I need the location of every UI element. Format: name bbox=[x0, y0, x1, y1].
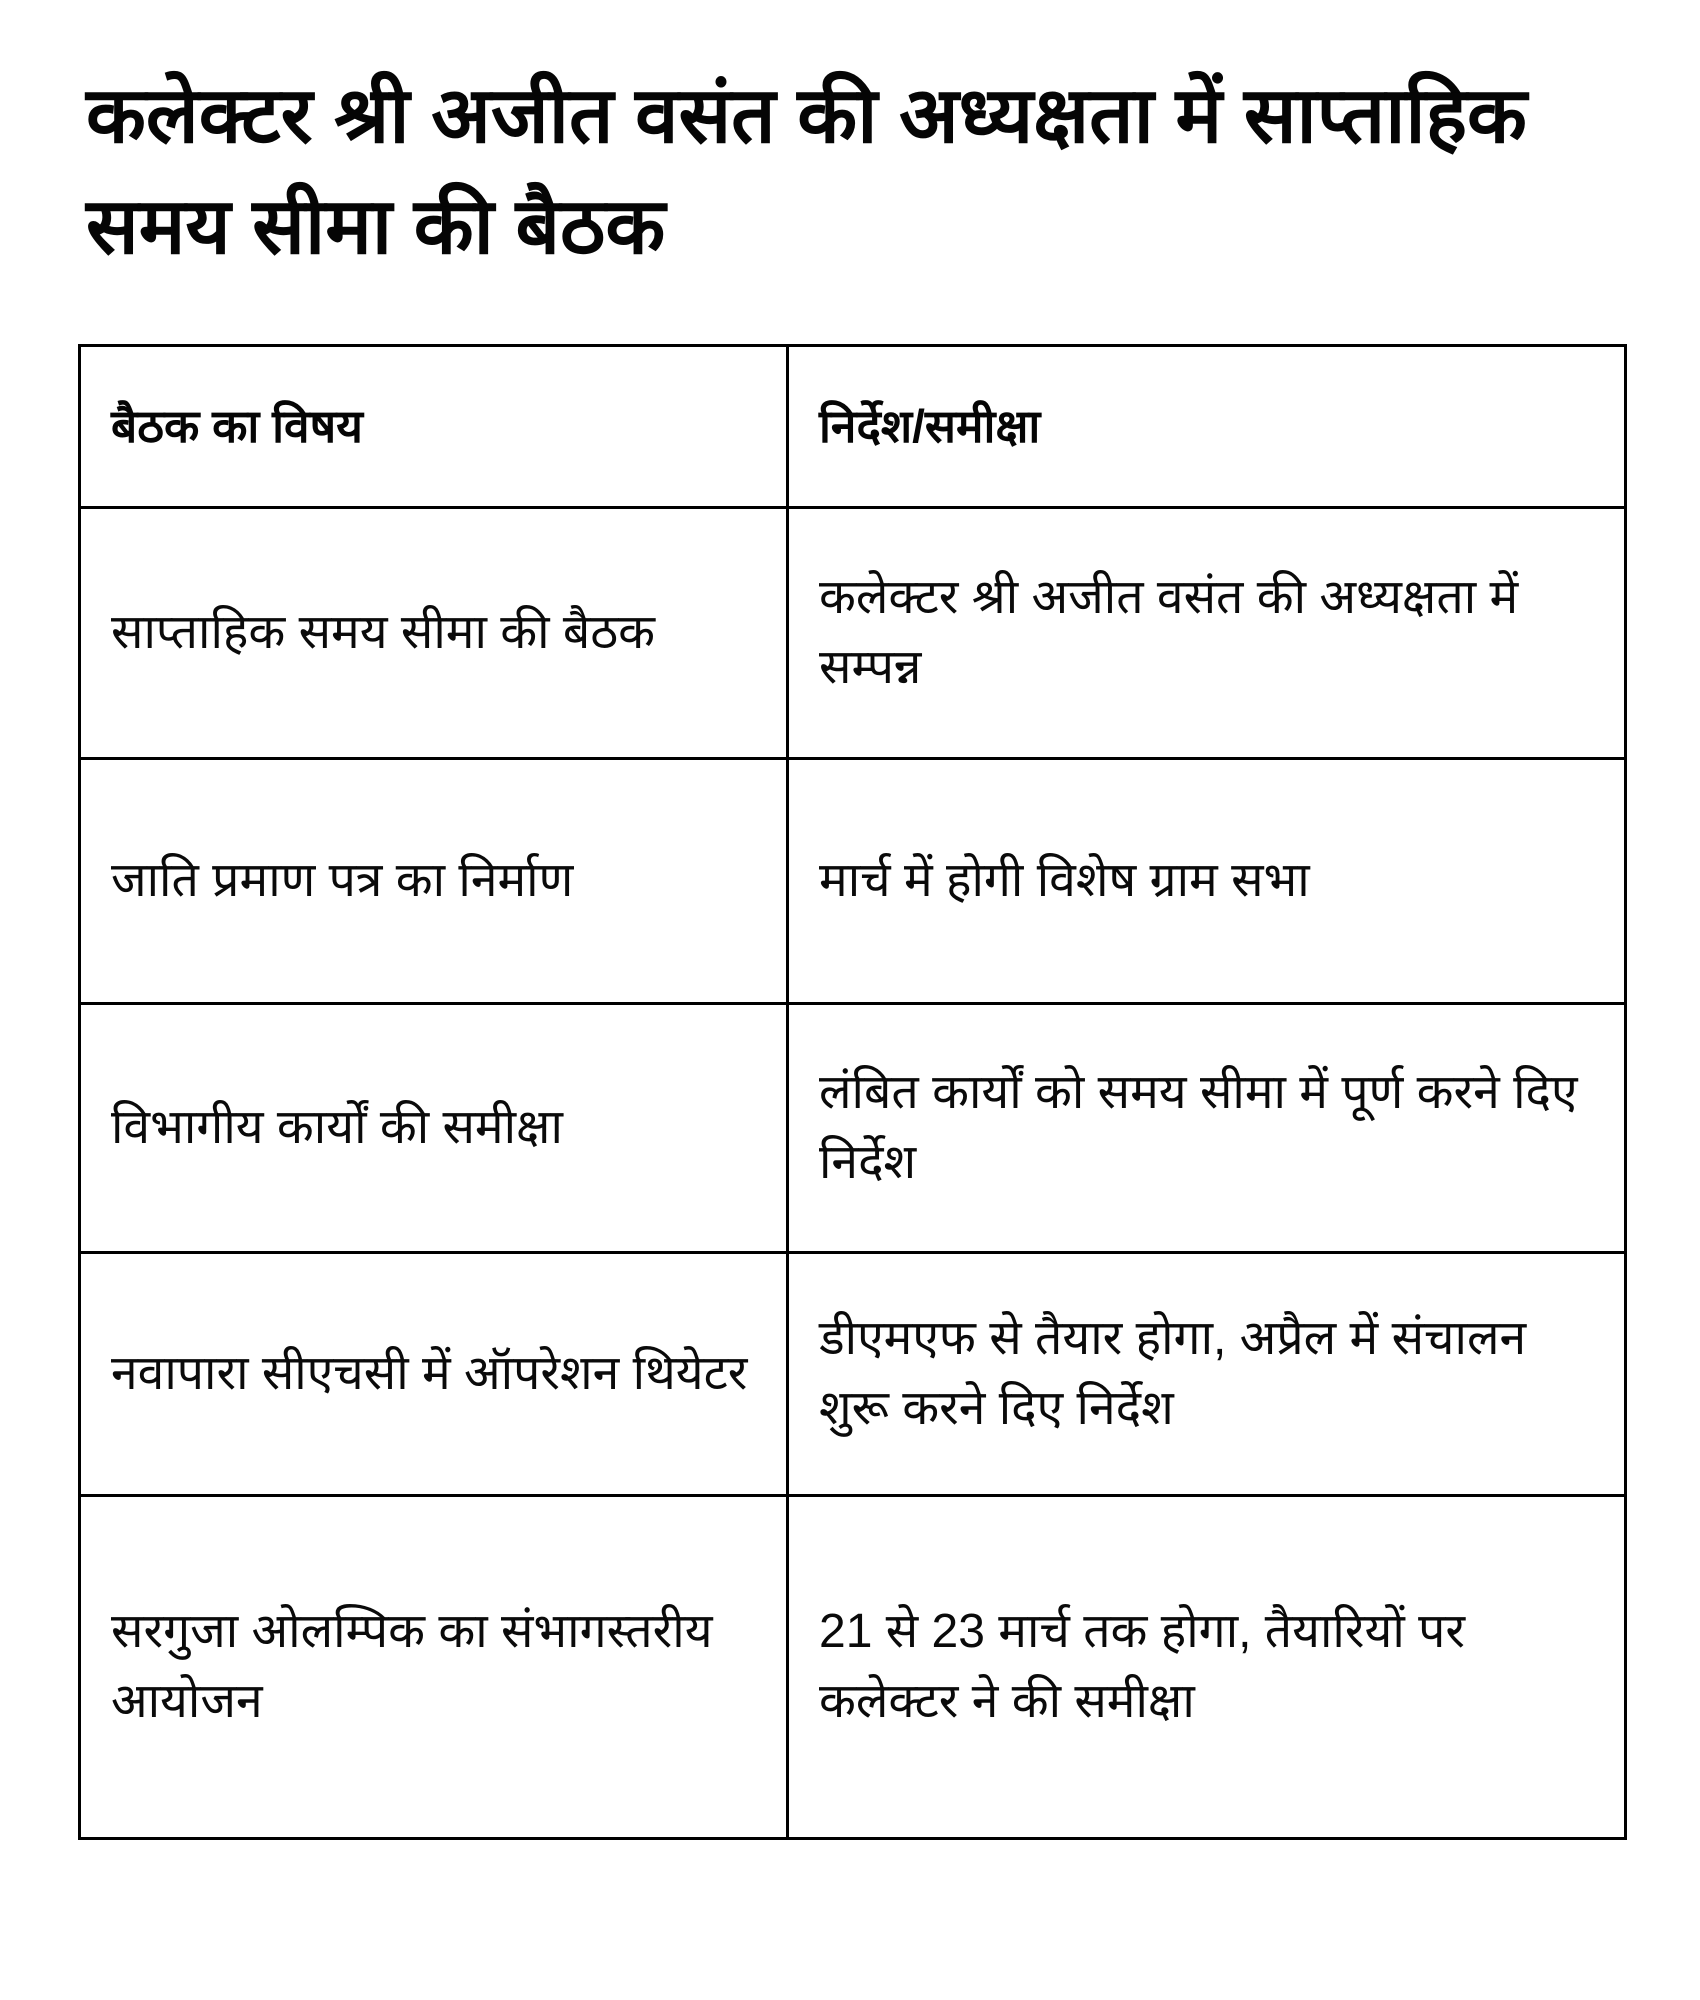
table-header-directive: निर्देश/समीक्षा bbox=[788, 345, 1626, 507]
table-header-topic: बैठक का विषय bbox=[80, 345, 788, 507]
page-title: कलेक्टर श्री अजीत वसंत की अध्यक्षता में साप्ताहिक समय सीमा की बैठक bbox=[86, 71, 1527, 270]
meeting-table bbox=[78, 344, 1627, 1840]
topic-cell: जाति प्रमाण पत्र का निर्माण bbox=[80, 758, 788, 1003]
table-header-row bbox=[80, 345, 1626, 507]
directive-cell: लंबित कार्यों को समय सीमा में पूर्ण करने दिए निर्देश bbox=[788, 1003, 1626, 1252]
directive-cell: कलेक्टर श्री अजीत वसंत की अध्यक्षता में सम्पन्न bbox=[788, 507, 1626, 758]
table-row bbox=[80, 1495, 1626, 1838]
directive-cell: 21 से 23 मार्च तक होगा, तैयारियों पर कलेक्टर ने की समीक्षा bbox=[788, 1495, 1626, 1838]
directive-cell: डीएमएफ से तैयार होगा, अप्रैल में संचालन शुरू करने दिए निर्देश bbox=[788, 1252, 1626, 1495]
table-row bbox=[80, 758, 1626, 1003]
topic-cell: सरगुजा ओलम्पिक का संभागस्तरीय आयोजन bbox=[80, 1495, 788, 1838]
directive-cell: मार्च में होगी विशेष ग्राम सभा bbox=[788, 758, 1626, 1003]
table-row bbox=[80, 1252, 1626, 1495]
topic-cell: साप्ताहिक समय सीमा की बैठक bbox=[80, 507, 788, 758]
topic-cell: नवापारा सीएचसी में ऑपरेशन थियेटर bbox=[80, 1252, 788, 1495]
table-row bbox=[80, 1003, 1626, 1252]
table-row bbox=[80, 507, 1626, 758]
topic-cell: विभागीय कार्यों की समीक्षा bbox=[80, 1003, 788, 1252]
